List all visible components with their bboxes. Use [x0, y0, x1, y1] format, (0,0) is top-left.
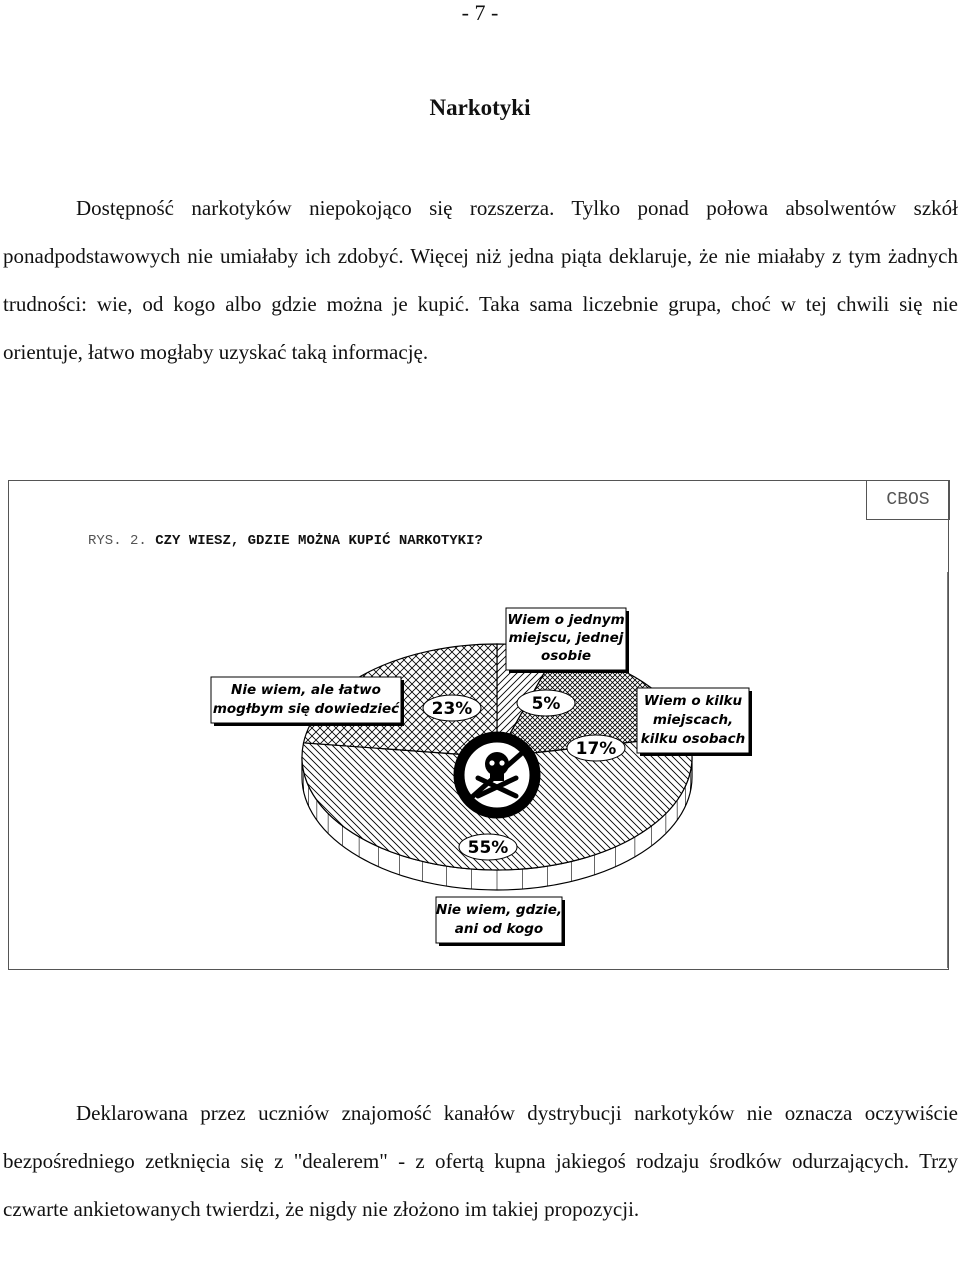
- paragraph-intro-text: Dostępność narkotyków niepokojąco się rozszerza. Tylko ponad połowa absolwentów szkół ponadpodstawowych nie umiałaby ich zdobyć. Więcej niż jedna piąta deklaruje, że nie miałaby z tym żadnych trudności: wie, od kogo albo gdzie można je kupić. Taka sama liczebnie grupa, choć w tej chwili się nie orientuje, łatwo mogłaby uzyskać taką informację.: [3, 196, 958, 364]
- page-number: - 7 -: [461, 0, 499, 25]
- value-label: 5%: [531, 694, 561, 714]
- paragraph-intro: [3, 184, 958, 376]
- value-label: 55%: [467, 838, 509, 858]
- figure-caption-number: 2.: [130, 533, 147, 549]
- figure-caption: [88, 533, 483, 549]
- category-label: Wiem o jednym miejscu, jednej osobie: [507, 612, 625, 664]
- figure-caption-question: CZY WIESZ, GDZIE MOŻNA KUPIĆ NARKOTYKI?: [155, 533, 483, 549]
- figure-caption-prefix: RYS.: [88, 533, 122, 549]
- category-label: Wiem o kilku miejscach, kilku osobach: [640, 693, 746, 747]
- category-label: Nie wiem, ale łatwo mogłbym się dowiedzieć: [212, 682, 400, 717]
- category-label: Nie wiem, gdzie, ani od kogo: [435, 902, 563, 937]
- value-label: 17%: [575, 739, 617, 759]
- skull-warning-icon: [459, 737, 535, 813]
- pie-chart: [0, 560, 960, 960]
- value-label: 23%: [431, 699, 473, 719]
- source-label: CBOS: [866, 480, 950, 520]
- paragraph-conclusion-text: Deklarowana przez uczniów znajomość kanałów dystrybucji narkotyków nie oznacza oczywiście bezpośredniego zetknięcia się z "dealerem" - z ofertą kupna jakiegoś rodzaju środków odurzających. Trzy czwarte ankietowanych twierdzi, że nigdy nie złożono im takiej propozycji.: [3, 1101, 958, 1221]
- section-title: Narkotyki: [429, 95, 531, 120]
- paragraph-conclusion: [3, 1089, 958, 1233]
